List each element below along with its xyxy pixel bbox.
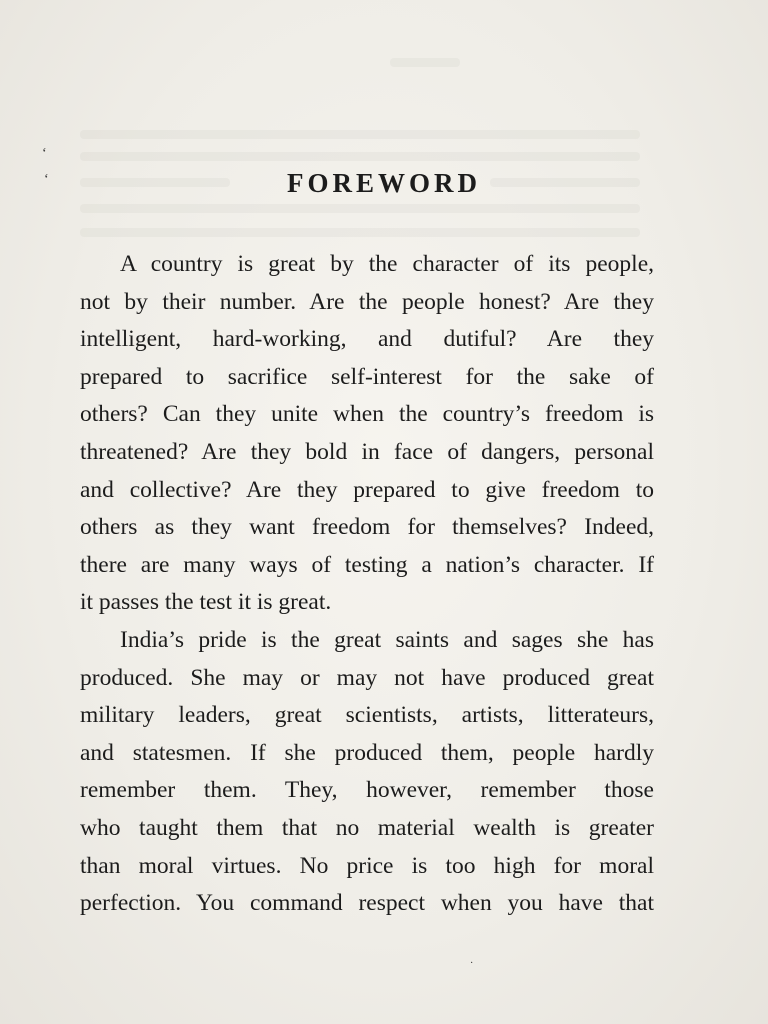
- foreword-body: [80, 246, 654, 923]
- page-speck: ·: [470, 958, 474, 969]
- text-line: who taught them that no material wealth is greater: [80, 814, 654, 841]
- margin-mark: ʻ: [44, 172, 49, 187]
- text-line: and statesmen. If she produced them, people hardly: [80, 739, 654, 766]
- text-line: there are many ways of testing a nation’s character. If: [80, 551, 654, 578]
- text-line: India’s pride is the great saints and sages she has: [120, 626, 654, 653]
- text-line: and collective? Are they prepared to give freedom to: [80, 476, 654, 503]
- text-line: threatened? Are they bold in face of dangers, personal: [80, 438, 654, 465]
- text-line: others? Can they unite when the country’s freedom is: [80, 401, 654, 428]
- text-line: than moral virtues. No price is too high for moral: [80, 852, 654, 879]
- text-line: military leaders, great scientists, artists, litterateurs,: [80, 702, 654, 729]
- text-line: prepared to sacrifice self-interest for the sake of: [80, 363, 654, 390]
- text-line: produced. She may or may not have produced great: [80, 664, 654, 691]
- text-line: perfection. You command respect when you have that: [80, 890, 654, 917]
- page-title: FOREWORD: [287, 168, 481, 198]
- text-line: remember them. They, however, remember those: [80, 777, 654, 804]
- text-line: it passes the test it is great.: [80, 589, 332, 616]
- text-line: intelligent, hard-working, and dutiful? Are they: [80, 326, 654, 353]
- text-line: not by their number. Are the people honest? Are they: [80, 288, 654, 315]
- text-line: others as they want freedom for themselves? Indeed,: [80, 514, 654, 541]
- margin-mark: ‘: [42, 146, 47, 161]
- text-line: A country is great by the character of its people,: [120, 251, 654, 277]
